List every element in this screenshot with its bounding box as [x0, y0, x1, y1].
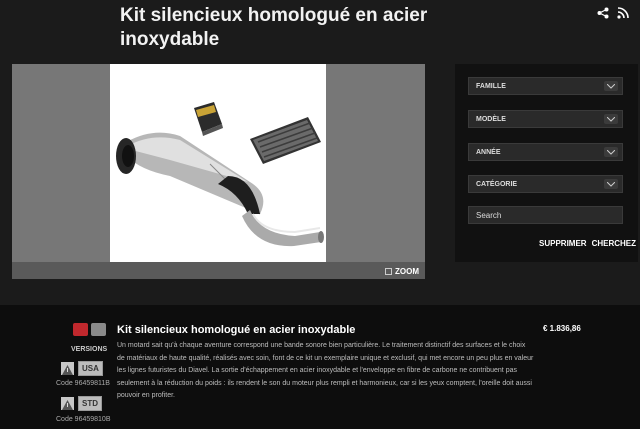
version-row[interactable] — [61, 361, 103, 376]
page-title: Kit silencieux homologué en acier inoxydable — [120, 5, 428, 50]
category-select-label: CATÉGORIE — [476, 181, 518, 188]
model-select[interactable] — [468, 110, 623, 128]
product-image[interactable] — [110, 64, 326, 262]
version-flag: USA — [78, 361, 103, 376]
chevron-down-icon — [604, 179, 618, 189]
year-select[interactable] — [468, 143, 623, 161]
year-select-label: ANNÉE — [476, 149, 501, 156]
category-select[interactable] — [468, 175, 623, 193]
version-code: Code 96459811B — [56, 380, 110, 387]
product-badges — [73, 323, 106, 336]
viewer-toolbar — [12, 262, 425, 279]
family-select[interactable] — [468, 77, 623, 95]
warning-icon — [61, 362, 74, 375]
chevron-down-icon — [604, 114, 618, 124]
versions-label: VERSIONS — [71, 346, 108, 353]
family-select-label: FAMILLE — [476, 83, 506, 90]
zoom-icon — [385, 268, 392, 275]
search-input[interactable]: Search — [468, 206, 623, 224]
rss-icon[interactable] — [616, 6, 630, 20]
version-flag: STD — [78, 396, 102, 411]
zoom-button[interactable] — [385, 267, 419, 276]
filter-panel — [455, 64, 638, 262]
chevron-down-icon — [604, 81, 618, 91]
product-price: € 1.836,86 — [543, 324, 581, 333]
performance-badge-icon — [91, 323, 106, 336]
share-icon[interactable] — [596, 6, 610, 20]
ducati-badge-icon — [73, 323, 88, 336]
version-row[interactable] — [61, 396, 102, 411]
zoom-label: ZOOM — [395, 267, 419, 276]
version-code: Code 96459810B — [56, 416, 111, 423]
chevron-down-icon — [604, 147, 618, 157]
air-filter-shape — [250, 117, 321, 164]
control-unit-shape — [194, 102, 223, 136]
product-description: Un motard sait qu'à chaque aventure correspond une bande sonore bien particulière. Le traitement distinctif des surfaces et le choix de matériaux de haute qualité, réalisés avec soin, font de ce kit un exemplaire unique et exclusif, qui met encore un peu plus en valeur les lignes futuristes du Diavel. La sortie d'échappement en acier inoxydable et l'enveloppe en fibre de carbone ne contribuent pas seulement à la réduction du poids : ils rendent le son du moteur plus rempli et harmonieux, car si les yeux comptent, l'oreille doit aussi pouvoir en profiter. — [117, 342, 534, 399]
reset-button[interactable]: SUPPRIMER — [539, 239, 587, 248]
share-bar — [596, 6, 630, 20]
model-select-label: MODÈLE — [476, 116, 506, 123]
search-button[interactable]: CHERCHEZ — [591, 239, 637, 248]
product-image-viewer — [12, 64, 425, 279]
warning-icon — [61, 397, 74, 410]
product-title: Kit silencieux homologué en acier inoxydable — [117, 324, 356, 336]
